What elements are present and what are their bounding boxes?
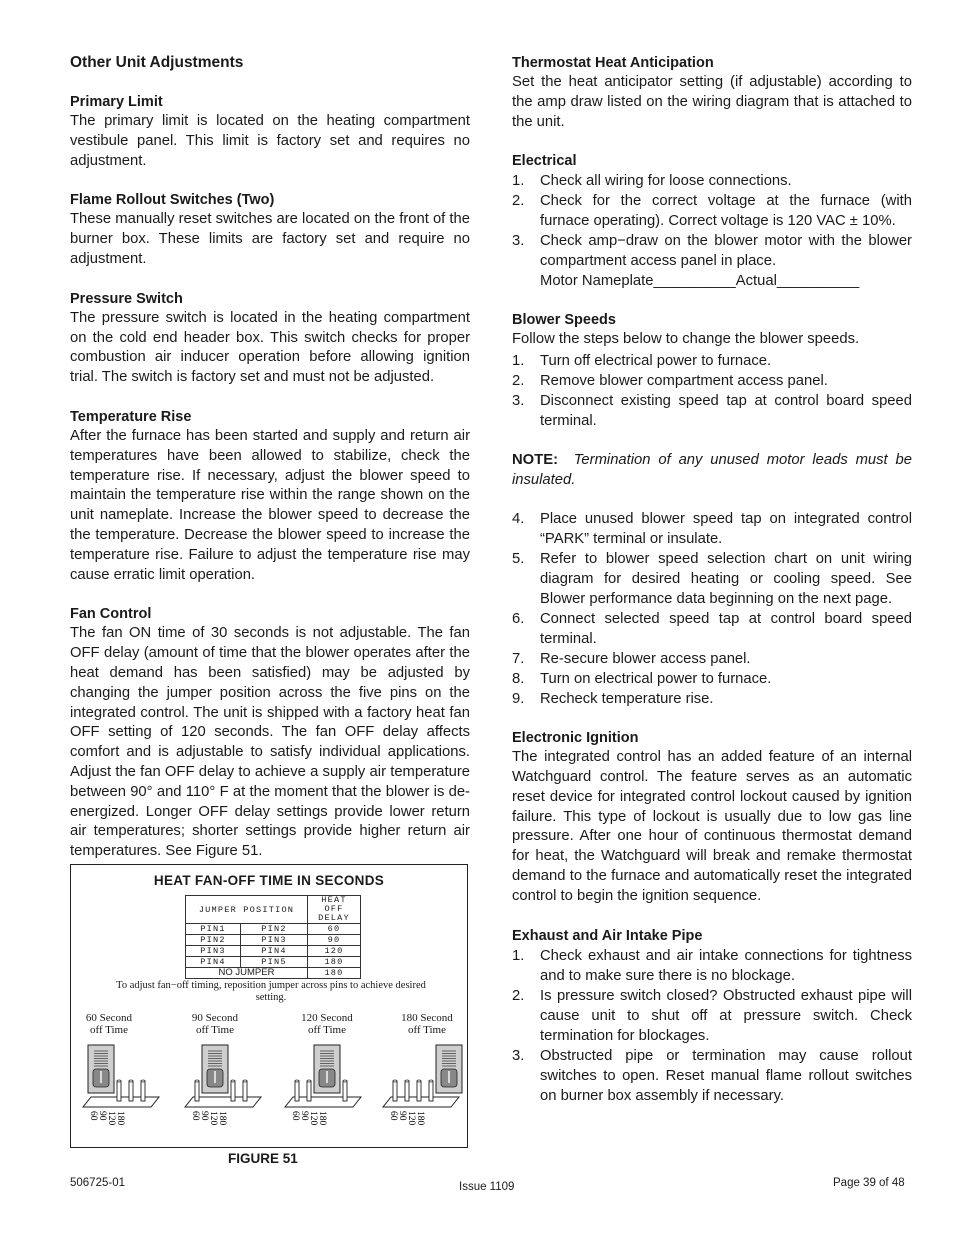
section-title: Blower Speeds	[512, 312, 616, 329]
doc-number: 506725-01	[70, 1177, 125, 1189]
pin-label: 60	[388, 1111, 398, 1121]
list-item-text: Connect selected speed tap at control board speed terminal.	[540, 611, 912, 648]
jumper-table	[185, 895, 361, 979]
list-item-text: Check all wiring for loose connections.	[540, 173, 792, 190]
thermostat-section	[512, 53, 912, 132]
list-item: 2. Is pressure switch closed? Obstructed exhaust pipe will cause unit to shut off at pressure switch. Check termination for blockages.	[512, 987, 912, 1044]
section-body: After the furnace has been started and supply and return air temperatures have been allowed to stabilize, check the temperature rise. If necessary, adjust the blower speed to maintain the temperature rise within the range shown on the unit nameplate. Increase the blower speed to decrease the the temperature. Decrease the blower speed to increase the temperature rise. Failure to adjust the temperature rise may cause erratic limit operation.	[70, 427, 470, 583]
list-item-text: Place unused blower speed tap on integrated control “PARK” terminal or insulate.	[540, 511, 912, 548]
pin-label: 180	[317, 1111, 327, 1126]
heat-off-delay-header	[308, 896, 361, 924]
list-item-text: Re-secure blower access panel.	[540, 651, 751, 668]
list-item: 3. Obstructed pipe or termination may cause rollout switches to open. Reset manual flame rollout switches on burner box assembly if necessary.	[512, 1047, 912, 1104]
pin-top	[429, 1080, 433, 1082]
temperature-rise-section	[70, 407, 470, 585]
setting-label-60	[59, 1012, 159, 1036]
pin	[195, 1081, 199, 1101]
list-item-text: Obstructed pipe or termination may cause rollout switches to open. Reset manual flame rollout switches on burner box assembly if necessary.	[540, 1047, 912, 1104]
table-cell: 180	[308, 957, 361, 968]
list-item: 4. Place unused blower speed tap on integrated control “PARK” terminal or insulate.	[512, 511, 912, 548]
jumper-diagram-60	[81, 1037, 171, 1142]
table-header-row	[186, 896, 361, 924]
electronic-ignition-section	[512, 728, 912, 906]
figure-51	[70, 864, 468, 1148]
list-item-text: Refer to blower speed selection chart on unit wiring diagram for desired heating or cooling speed. See Blower performance data beginning on the next page.	[540, 551, 912, 608]
section-title: Electrical	[512, 153, 577, 170]
table-cell: 120	[308, 946, 361, 957]
electrical-list	[512, 171, 912, 291]
jumper-diagram-180	[381, 1037, 471, 1142]
pin	[429, 1081, 433, 1101]
setting-line: 120 Second	[301, 1012, 353, 1024]
pin-top	[343, 1080, 347, 1082]
pin-top	[117, 1080, 121, 1082]
pin-top	[195, 1080, 199, 1082]
list-item: 1. Check all wiring for loose connections.	[512, 173, 792, 190]
pin-label: 90	[97, 1111, 107, 1121]
table-cell: PIN5	[241, 957, 308, 968]
setting-label-90	[165, 1012, 265, 1036]
issue-number: Issue 1109	[459, 1181, 515, 1193]
pin	[405, 1081, 409, 1101]
section-title: Fan Control	[70, 606, 152, 623]
pin-label: 60	[88, 1111, 98, 1121]
setting-line: off Time	[407, 1024, 446, 1036]
list-item: 2. Check for the correct voltage at the furnace (with furnace operating). Correct voltage is 120 VAC ± 10%.	[512, 193, 912, 230]
pin-label: 180	[217, 1111, 227, 1126]
blower-list-b	[512, 509, 912, 709]
note	[512, 450, 912, 490]
setting-line: off Time	[89, 1024, 128, 1036]
pin-label: 180	[115, 1111, 125, 1126]
pin	[231, 1081, 235, 1101]
list-item: 9. Recheck temperature rise.	[512, 691, 714, 708]
section-body: Set the heat anticipator setting (if adjustable) according to the amp draw listed on the wiring diagram that is attached to the unit.	[512, 74, 912, 130]
list-item: 5. Refer to blower speed selection chart on unit wiring diagram for desired heating or cooling speed. See Blower performance data beginning on the next page.	[512, 551, 912, 608]
pin-label: 120	[406, 1111, 416, 1126]
table-cell: PIN2	[241, 924, 308, 935]
pin	[295, 1081, 299, 1101]
setting-line: 90 Second	[191, 1012, 239, 1024]
pin-label: 120	[208, 1111, 218, 1126]
table-cell: NO JUMPER	[186, 968, 308, 979]
section-title: Primary Limit	[70, 94, 163, 110]
pin-top	[307, 1080, 311, 1082]
pin-top	[243, 1080, 247, 1082]
pin-label: 90	[397, 1111, 407, 1121]
adjust-instructions: To adjust fan−off timing, reposition jumper across pins to achieve desired setting.	[116, 980, 426, 1003]
table-cell: 60	[308, 924, 361, 935]
list-item-text: Check for the correct voltage at the furnace (with furnace operating). Correct voltage is 120 VAC ± 10%.	[540, 193, 912, 230]
blower-list-a	[512, 351, 912, 431]
list-item: 3. Check amp−draw on the blower motor with the blower compartment access panel in place. Motor Nameplate__________Actual__________	[512, 233, 912, 290]
list-item-text: Check amp−draw on the blower motor with the blower compartment access panel in place.	[540, 233, 912, 270]
pin-top	[129, 1080, 133, 1082]
note-label: NOTE:	[512, 452, 559, 469]
section-body: The pressure switch is located in the heating compartment on the cold end header box. This switch checks for proper combustion air inducer operation before allowing ignition trial. The switch is factory set and must not be adjusted.	[70, 309, 470, 386]
table-row	[186, 935, 361, 946]
setting-line: 180 Second	[401, 1012, 453, 1024]
motor-nameplate-line: Motor Nameplate__________Actual__________	[540, 273, 860, 290]
note-text: Termination of any unused motor leads must be insulated.	[512, 452, 912, 489]
jumper-position-header: JUMPER POSITION	[186, 896, 308, 924]
pin	[129, 1081, 133, 1101]
jumper-diagram-120	[283, 1037, 373, 1142]
table-row	[186, 957, 361, 968]
pin-top	[141, 1080, 145, 1082]
section-body: The fan ON time of 30 seconds is not adjustable. The fan OFF delay (amount of time that the blower operates after the heat demand has been satisfied) may be adjusted by changing the jumper position across the five pins on the integrated control. The unit is shipped with a factory heat fan OFF setting of 120 seconds. The fan OFF delay affects comfort and is adjustable to satisfy individual applications. Adjust the fan OFF delay to achieve a supply air temperature between 90° and 110° F at the moment that the blower is de-energized. Longer OFF delay settings provide lower return air temperatures; shorter settings provide higher return air temperatures. See Figure 51.	[70, 625, 470, 860]
primary-limit-section	[70, 92, 470, 171]
section-title: Electronic Ignition	[512, 730, 639, 747]
figure-title: HEAT FAN-OFF TIME IN SECONDS	[153, 873, 385, 888]
header-line: HEAT OFF	[321, 895, 347, 914]
pin-label: 90	[299, 1111, 309, 1121]
section-body: The integrated control has an added feature of an internal Watchguard control. The feature serves as an automatic reset device for integrated control lockout caused by ignition failure. This type of lockout is usually due to low gas line pressure. After one hour of continuous thermostat demand for heat, the Watchguard will break and remake thermostat demand to the furnace and automatically reset the integrated control to begin the ignition sequence.	[512, 749, 912, 904]
list-item: 2. Remove blower compartment access panel.	[512, 373, 828, 390]
section-title: Thermostat Heat Anticipation	[512, 55, 714, 71]
setting-label-120	[277, 1012, 377, 1036]
list-item: 3. Disconnect existing speed tap at control board speed terminal.	[512, 393, 912, 430]
pin-label: 60	[290, 1111, 300, 1121]
exhaust-list	[512, 946, 912, 1106]
setting-label-180	[377, 1012, 477, 1036]
pin-top	[393, 1080, 397, 1082]
setting-line: off Time	[195, 1024, 234, 1036]
list-item-text: Turn off electrical power to furnace.	[540, 353, 772, 370]
section-body: These manually reset switches are located on the front of the burner box. These limits are factory set and require no adjustment.	[70, 211, 470, 267]
table-cell: PIN3	[241, 935, 308, 946]
fan-control-section	[70, 604, 470, 862]
table-row	[186, 946, 361, 957]
pin	[307, 1081, 311, 1101]
pin	[243, 1081, 247, 1101]
pin-top	[405, 1080, 409, 1082]
section-body: Follow the steps below to change the blower speeds.	[512, 331, 860, 348]
pin	[141, 1081, 145, 1101]
table-row	[186, 924, 361, 935]
section-title: Exhaust and Air Intake Pipe	[512, 927, 703, 944]
header-line: DELAY	[318, 913, 350, 923]
exhaust-section	[512, 926, 912, 1106]
pin	[417, 1081, 421, 1101]
table-cell: PIN1	[186, 924, 241, 935]
table-row	[186, 968, 361, 979]
list-item: 7. Re-secure blower access panel.	[512, 651, 751, 668]
table-cell: PIN2	[186, 935, 241, 946]
list-item-text: Recheck temperature rise.	[540, 691, 714, 708]
table-cell: PIN4	[186, 957, 241, 968]
jumper-diagram-90	[183, 1037, 273, 1142]
pin-label: 60	[190, 1111, 200, 1121]
list-item: 1. Turn off electrical power to furnace.	[512, 353, 772, 370]
list-item-text: Check exhaust and air intake connections for tightness and to make sure there is no blockage.	[540, 947, 912, 984]
pin	[117, 1081, 121, 1101]
right-column	[512, 53, 912, 1125]
electrical-section	[512, 151, 912, 291]
flame-rollout-section	[70, 190, 470, 269]
list-item-text: Disconnect existing speed tap at control board speed terminal.	[540, 393, 912, 430]
list-item: 6. Connect selected speed tap at control board speed terminal.	[512, 611, 912, 648]
pin-top	[295, 1080, 299, 1082]
pin-label: 90	[199, 1111, 209, 1121]
table-cell: PIN3	[186, 946, 241, 957]
section-title: Pressure Switch	[70, 290, 183, 307]
pin-top	[417, 1080, 421, 1082]
pin	[393, 1081, 397, 1101]
list-item: 1. Check exhaust and air intake connections for tightness and to make sure there is no blockage.	[512, 947, 912, 984]
setting-line: off Time	[307, 1024, 346, 1036]
list-item: 8. Turn on electrical power to furnace.	[512, 671, 772, 688]
pin-label: 120	[106, 1111, 116, 1126]
section-title: Flame Rollout Switches (Two)	[70, 192, 275, 209]
list-item-text: Is pressure switch closed? Obstructed exhaust pipe will cause unit to shut off at pressure switch. Check termination for blockages.	[540, 987, 912, 1044]
pressure-switch-section	[70, 289, 470, 388]
page-number: Page 39 of 48	[833, 1177, 905, 1189]
blower-speeds-section	[512, 310, 912, 709]
section-heading: Other Unit Adjustments	[70, 54, 244, 71]
section-title: Temperature Rise	[70, 408, 192, 425]
table-cell: PIN4	[241, 946, 308, 957]
setting-line: 60 Second	[85, 1012, 133, 1024]
list-item-text: Turn on electrical power to furnace.	[540, 671, 772, 688]
table-cell: 180	[308, 968, 361, 979]
pin-label: 180	[415, 1111, 425, 1126]
pin-label: 120	[308, 1111, 318, 1126]
table-cell: 90	[308, 935, 361, 946]
left-column	[70, 53, 470, 881]
pin	[343, 1081, 347, 1101]
section-body: The primary limit is located on the heating compartment vestibule panel. This limit is factory set and requires no adjustment.	[70, 113, 470, 169]
list-item-text: Remove blower compartment access panel.	[540, 373, 828, 390]
pin-top	[231, 1080, 235, 1082]
figure-caption: FIGURE 51	[228, 1151, 298, 1166]
